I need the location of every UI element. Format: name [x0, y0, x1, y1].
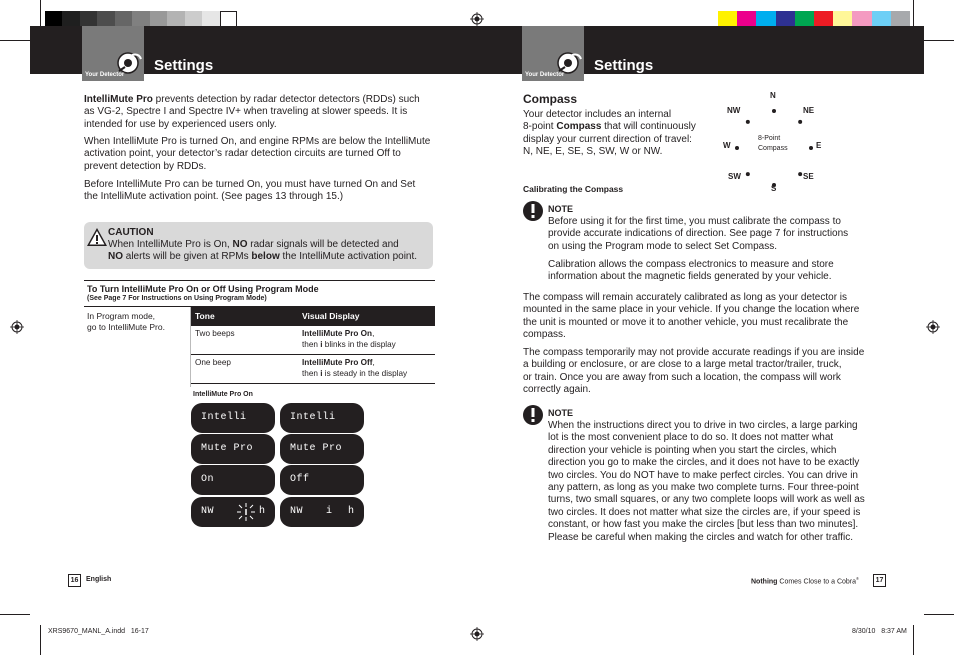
text-line: The compass will remain accurately calibrated as long as your detector is — [523, 292, 848, 303]
text-line: turns, two small squares, or any two complete loops will work as well as — [548, 494, 865, 506]
program-instruction — [87, 311, 165, 333]
text-line: direction you go to make the circles, and it does not have to be exactly — [548, 457, 860, 469]
text-line: , — [372, 329, 375, 338]
blinking-i-icon — [236, 502, 256, 522]
text-line: two circles. It does not matter what size the circles are, if your speed is — [548, 506, 861, 518]
text-line: Please be careful when making the circles and watch for other traffic. — [548, 531, 853, 543]
lcd-screen: Mute Pro — [191, 434, 275, 464]
registered-mark: ® — [856, 576, 859, 581]
text-line: or train. Once you are away from such a location, the compass will work — [523, 371, 841, 383]
lcd-direction: NW — [290, 506, 304, 517]
emphasis: IntelliMute Pro Off — [302, 358, 373, 367]
slug-date: 8/30/10 8:37 AM — [852, 628, 907, 635]
tone-cell: Two beeps — [195, 329, 235, 338]
compass-dot — [772, 109, 776, 113]
crop-mark — [0, 614, 30, 615]
text-line: a building or enclosure, or are close to a large metal tractor/trailer, truck, — [523, 359, 842, 371]
display-caption: IntelliMute Pro On — [193, 391, 253, 398]
lcd-suffix: h — [259, 506, 266, 517]
program-heading: To Turn IntelliMute Pro On or Off Using Program Mode — [87, 284, 319, 294]
crop-mark — [924, 614, 954, 615]
lcd-screen: On — [191, 465, 275, 495]
text-line: blinks in the display — [322, 339, 396, 349]
note-heading: NOTE — [548, 408, 574, 418]
footer-tagline — [751, 576, 859, 585]
lcd-screen: Intelli — [191, 403, 275, 433]
text-line: as VG-2, Spectre I and Spectre IV+ when traveling at slower speeds. It is — [84, 106, 408, 118]
emphasis: NO — [108, 251, 123, 263]
visual-cell — [302, 329, 396, 350]
compass-dot — [809, 146, 813, 150]
note-heading: NOTE — [548, 204, 574, 214]
text-line: on using the Program mode to select Set Compass. — [548, 240, 778, 252]
text-line: activation point, your detector’s radar detection circuits are turned Off to — [84, 148, 401, 160]
text-line: correctly again. — [523, 384, 591, 396]
text-line: Before using it for the first time, you must calibrate the compass to — [548, 216, 841, 227]
compass-center-label — [758, 134, 788, 154]
col-header-visual: Visual Display — [302, 311, 360, 321]
text-line: display your current direction of travel: — [523, 133, 692, 145]
text-line: go to IntelliMute Pro. — [87, 322, 165, 332]
intellimute-term: IntelliMute Pro — [84, 94, 153, 105]
emphasis: i — [320, 368, 323, 378]
compass-point-e: E — [816, 141, 822, 150]
slug-filename: XRS9670_MANL_A.indd 16-17 — [48, 628, 149, 635]
lcd-screen: Intelli — [280, 403, 364, 433]
warning-triangle-icon — [86, 227, 108, 247]
crop-mark — [913, 625, 914, 655]
text-line: two circles. You do NOT have to make perfect circles. You can drive in — [548, 469, 858, 481]
prerequisite-paragraph — [84, 179, 444, 204]
text-line: prevent detection by RDDs. — [84, 160, 207, 172]
compass-intro — [523, 109, 713, 159]
text-line: The compass temporarily may not provide accurate readings if you are inside — [523, 347, 865, 358]
text-line: Calibration allows the compass electronics to measure and store — [548, 259, 834, 270]
compass-point-n: N — [770, 91, 776, 100]
crop-mark — [0, 40, 30, 41]
compass-heading: Compass — [523, 92, 578, 106]
text-line: radar signals will be detected and — [247, 239, 399, 250]
page-number-left: 16 — [68, 574, 81, 587]
compass-point-ne: NE — [803, 106, 815, 115]
intro-paragraph — [84, 94, 444, 131]
text-line: any pattern, as long as you make two complete turns. Four three-point — [548, 482, 859, 494]
compass-dot — [735, 146, 739, 150]
text-line: lot is the most convenient place to do so. It does not matter what — [548, 432, 834, 444]
lcd-suffix: i h — [326, 506, 360, 517]
info-note-icon — [522, 404, 544, 426]
note2-text — [548, 420, 878, 544]
crop-mark — [40, 625, 41, 655]
emphasis: IntelliMute Pro On — [302, 329, 373, 338]
compass-point-s: S — [771, 184, 777, 193]
interference-paragraph — [523, 347, 883, 397]
info-note-icon — [522, 200, 544, 222]
text-line: the unit is mounted or move it to another vehicle, you must recalibrate the — [523, 316, 849, 328]
registration-mark-icon — [10, 320, 24, 334]
compass-dot — [746, 120, 750, 124]
caution-heading: CAUTION — [108, 227, 154, 238]
note1-text — [548, 216, 878, 253]
text-line: Your detector includes an internal — [523, 109, 672, 120]
text-line: N, NE, E, SE, S, SW, W or NW. — [523, 146, 663, 158]
tone-cell: One beep — [195, 358, 231, 367]
compass-point-sw: SW — [728, 172, 741, 181]
caution-text — [108, 239, 430, 264]
text-line: alerts will be given at RPMs — [123, 251, 252, 263]
program-subheading: (See Page 7 For Instructions on Using Program Mode) — [87, 295, 267, 302]
lcd-screen: Mute Pro — [280, 434, 364, 464]
crop-mark — [924, 40, 954, 41]
compass-dot — [798, 172, 802, 176]
text-line: Before IntelliMute Pro can be turned On, you must have turned On and Set — [84, 179, 416, 190]
visual-cell — [302, 358, 407, 379]
footer-language: English — [86, 576, 112, 583]
emphasis: Nothing — [751, 578, 778, 586]
compass-point-se: SE — [803, 172, 814, 181]
page-number-right: 17 — [873, 574, 886, 587]
text-line: intended for use by experienced users only. — [84, 118, 277, 130]
text-line: Compass — [758, 145, 788, 152]
registration-mark-icon — [926, 320, 940, 334]
text-line: , — [372, 358, 375, 367]
header-tab-label: Your Detector — [525, 72, 565, 78]
text-line: prevents detection by radar detector detectors (RDDs) such — [152, 94, 420, 105]
text-line: then — [302, 339, 321, 349]
text-line: provide accurate indications of direction. See page 7 for instructions — [548, 228, 849, 240]
lcd-screen-compass — [191, 497, 275, 527]
registration-mark-icon — [470, 12, 484, 26]
col-header-tone: Tone — [195, 311, 215, 321]
compass-point-nw: NW — [727, 106, 741, 115]
registration-mark-icon — [470, 627, 484, 641]
emphasis: NO — [232, 239, 248, 250]
header-tab-label: Your Detector — [85, 72, 125, 78]
text-line: constant, or how fast you make the circles [but less than two minutes]. — [548, 519, 859, 531]
text-line: When IntelliMute Pro is turned On, and engine RPMs are below the IntelliMute — [84, 136, 431, 147]
compass-diagram — [720, 90, 830, 194]
text-line: When the instructions direct you to drive in two circles, a large parking — [548, 420, 858, 431]
compass-dot — [798, 120, 802, 124]
text-line: In Program mode, — [87, 311, 156, 321]
text-line: direction your vehicle is pointing when you start the circles, which — [548, 444, 837, 456]
emphasis: below — [251, 251, 280, 263]
emphasis: i — [320, 339, 323, 349]
lcd-screen: Off — [280, 465, 364, 495]
page-title-left: Settings — [154, 57, 214, 74]
note1-text2 — [548, 259, 878, 284]
lcd-direction: NW — [201, 506, 215, 517]
text-line: 8-point — [523, 121, 557, 133]
compass-point-w: W — [723, 141, 731, 150]
text-line: compass. — [523, 329, 566, 341]
page-title-right: Settings — [594, 57, 654, 74]
text-line: 8-Point — [758, 135, 781, 142]
text-line: that will continuously — [601, 121, 696, 133]
text-line: mounted in the same place in your vehicle. If you change the location where — [523, 304, 860, 316]
calibrating-heading: Calibrating the Compass — [523, 184, 624, 194]
emphasis: Compass — [556, 121, 602, 133]
lcd-screen-compass — [280, 497, 364, 527]
text-line: When IntelliMute Pro is On, — [108, 239, 233, 250]
calibration-paragraph — [523, 292, 883, 342]
compass-dot — [746, 172, 750, 176]
activation-paragraph — [84, 136, 444, 173]
section-rule — [84, 280, 435, 281]
text-line: Comes Close to a Cobra — [777, 578, 857, 586]
text-line: is steady in the display — [322, 368, 408, 378]
text-line: the IntelliMute activation point. (See pages 13 through 15.) — [84, 191, 344, 203]
text-line: the IntelliMute activation point. — [279, 251, 418, 263]
text-line: information about the magnetic fields generated by your vehicle. — [548, 271, 832, 283]
text-line: then — [302, 368, 321, 378]
